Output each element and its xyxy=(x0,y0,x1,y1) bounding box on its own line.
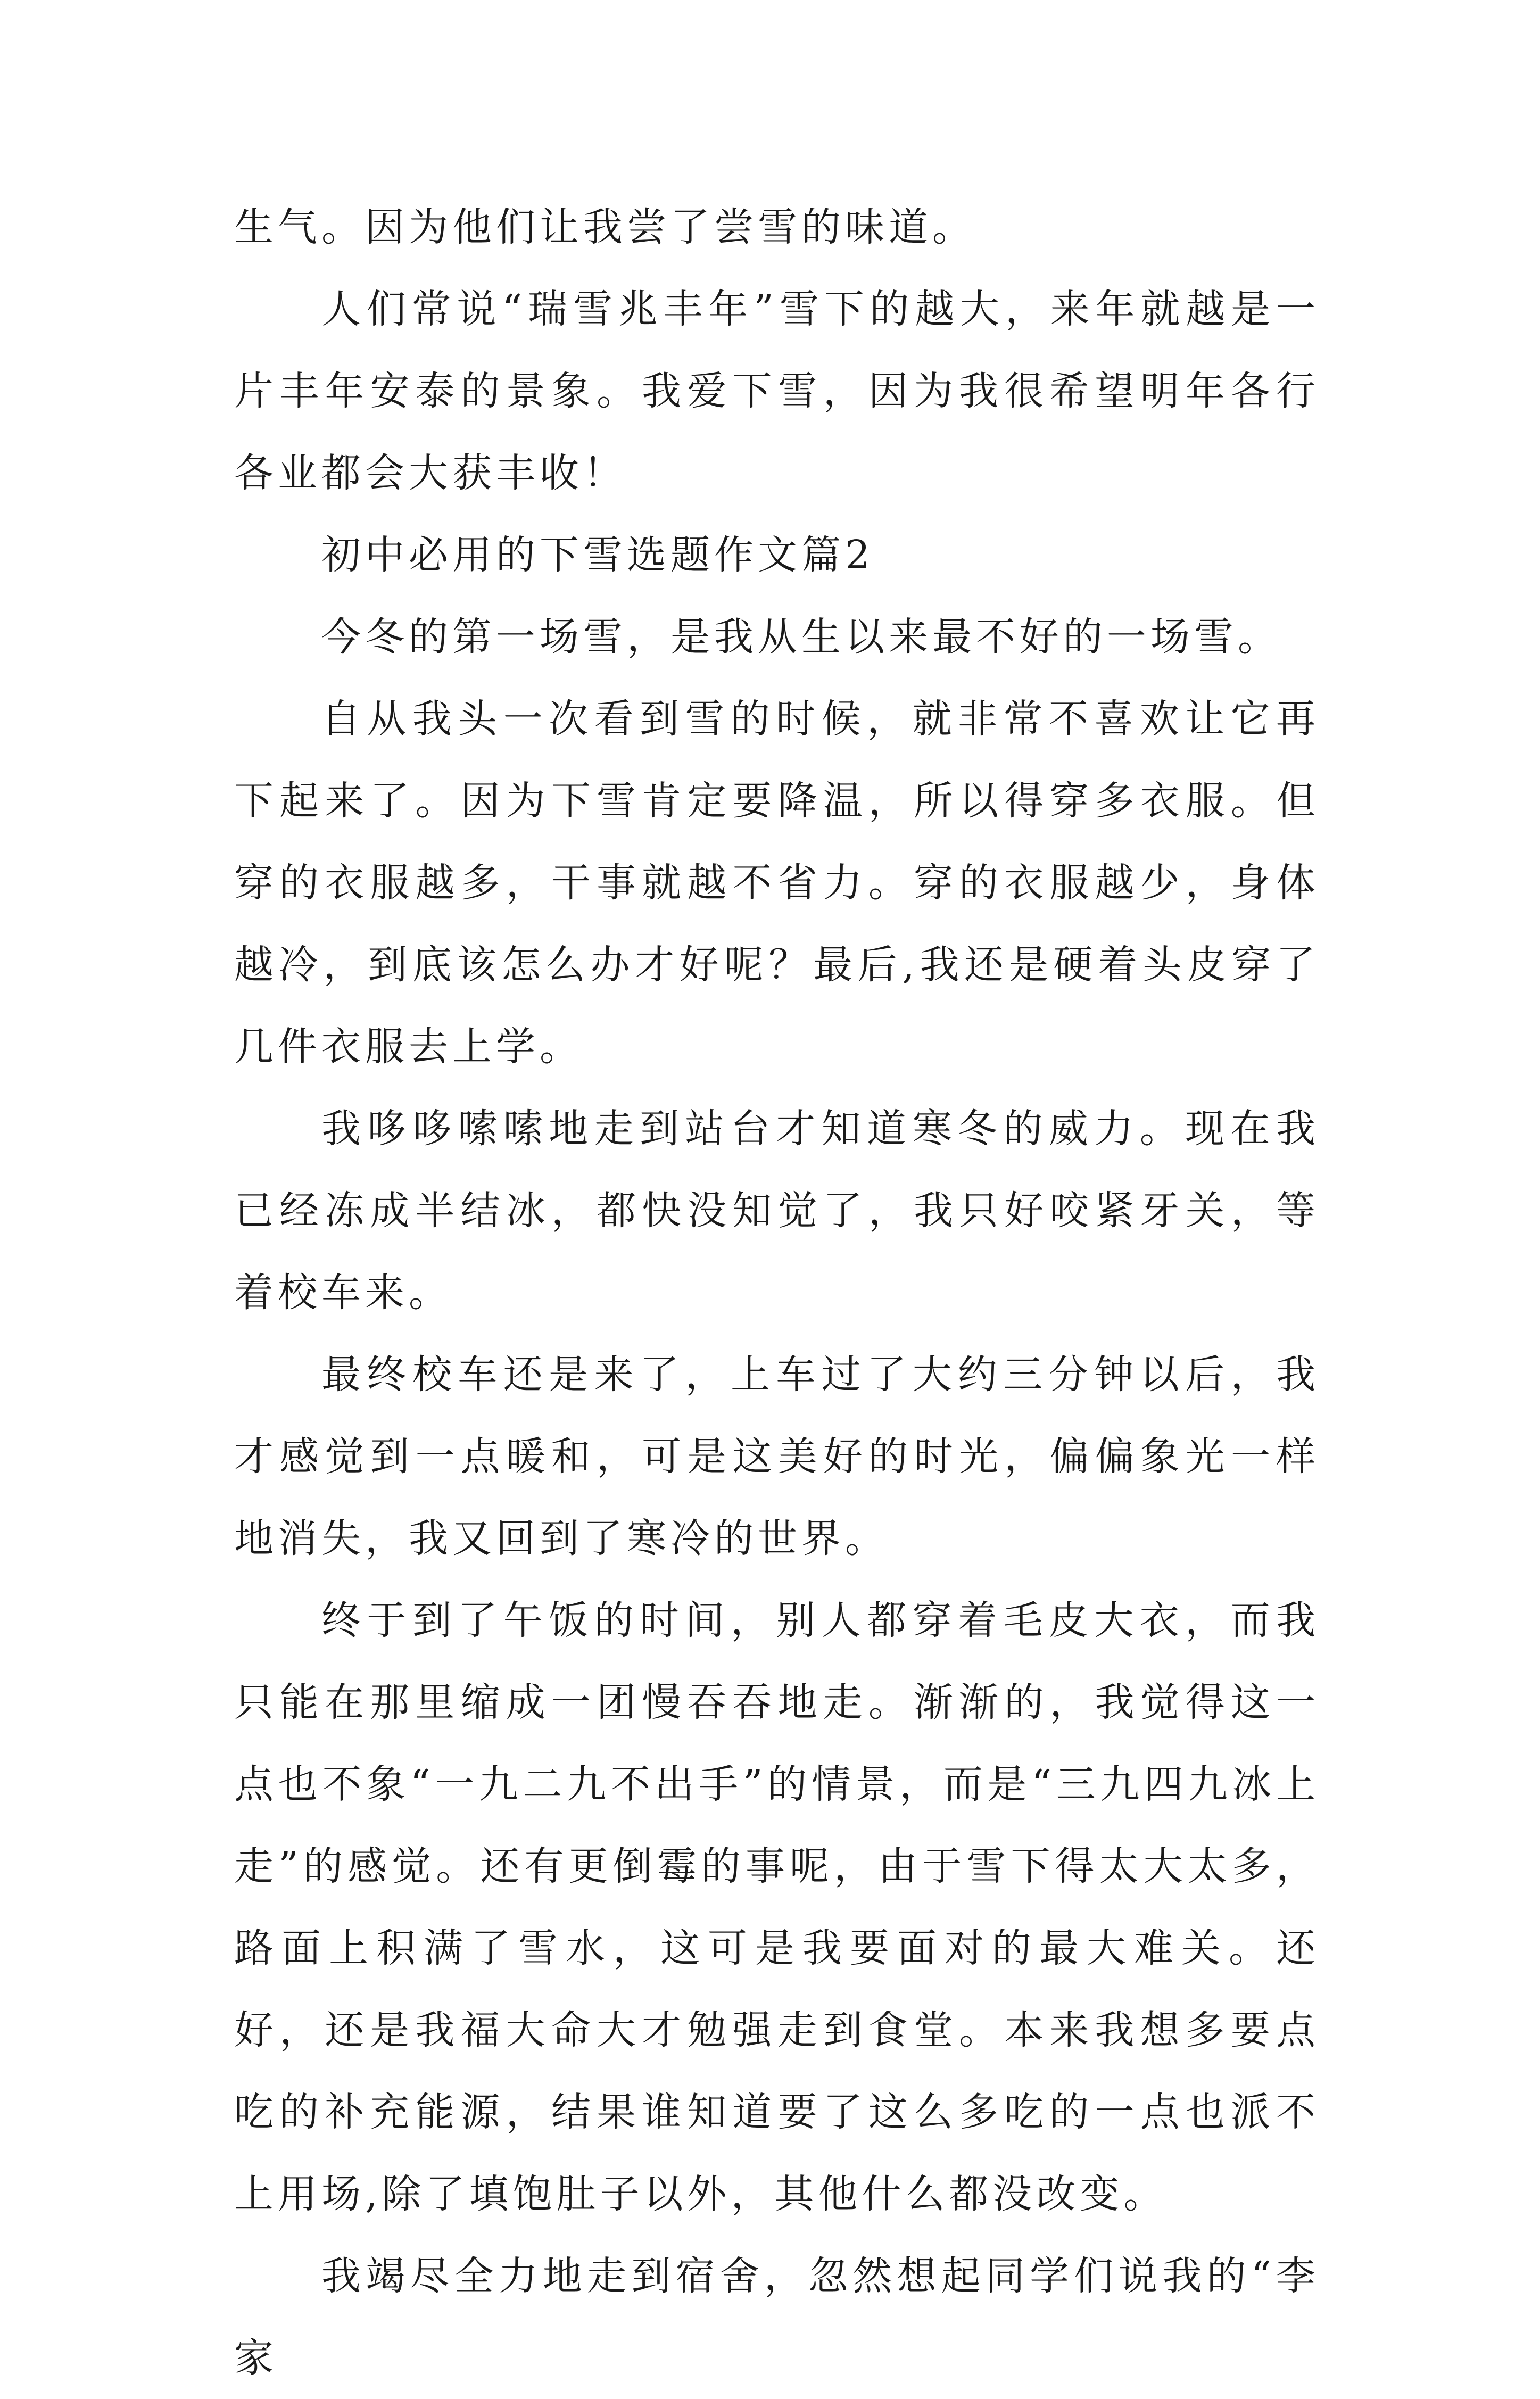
section-heading: 初中必用的下雪选题作文篇2 xyxy=(321,532,875,578)
paragraph: 今冬的第一场雪，是我从生以来最不好的一场雪。 xyxy=(321,614,1281,660)
paragraph: 最终校车还是来了，上车过了大约三分钟以后，我才感觉到一点暖和，可是这美好的时光，偏偏象光一样地消失，我又回到了寒冷的世界。 xyxy=(234,1352,1320,1561)
paragraph: 终于到了午饭的时间，别人都穿着毛皮大衣，而我只能在那里缩成一团慢吞吞地走。渐渐的，我觉得这一点也不象“一九二九不出手”的情景，而是“三九四九冰上走”的感觉。还有更倒霉的事呢，由于雪下得太大太多，路面上积满了雪水，这可是我要面对的最大难关。还好，还是我福大命大才勉强走到食堂。本来我想多要点吃的补充能源，结果谁知道要了这么多吃的一点也派不上用场,除了填饱肚子以外，其他什么都没改变。 xyxy=(234,1598,1320,2217)
paragraph: 我哆哆嗦嗦地走到站台才知道寒冬的威力。现在我已经冻成半结冰，都快没知觉了，我只好咬紧牙关，等着校车来。 xyxy=(234,1106,1320,1316)
paragraph: 生气。因为他们让我尝了尝雪的味道。 xyxy=(234,204,976,250)
essay-body xyxy=(234,186,1320,2399)
paragraph: 我竭尽全力地走到宿舍，忽然想起同学们说我的“李家 xyxy=(234,2253,1320,2381)
paragraph: 自从我头一次看到雪的时候，就非常不喜欢让它再下起来了。因为下雪肯定要降温，所以得穿多衣服。但穿的衣服越多，干事就越不省力。穿的衣服越少，身体越冷，到底该怎么办才好呢？最后,我还是硬着头皮穿了几件衣服去上学。 xyxy=(234,696,1320,1070)
paragraph: 人们常说“瑞雪兆丰年”雪下的越大，来年就越是一片丰年安泰的景象。我爱下雪，因为我很希望明年各行各业都会大获丰收！ xyxy=(234,286,1320,496)
